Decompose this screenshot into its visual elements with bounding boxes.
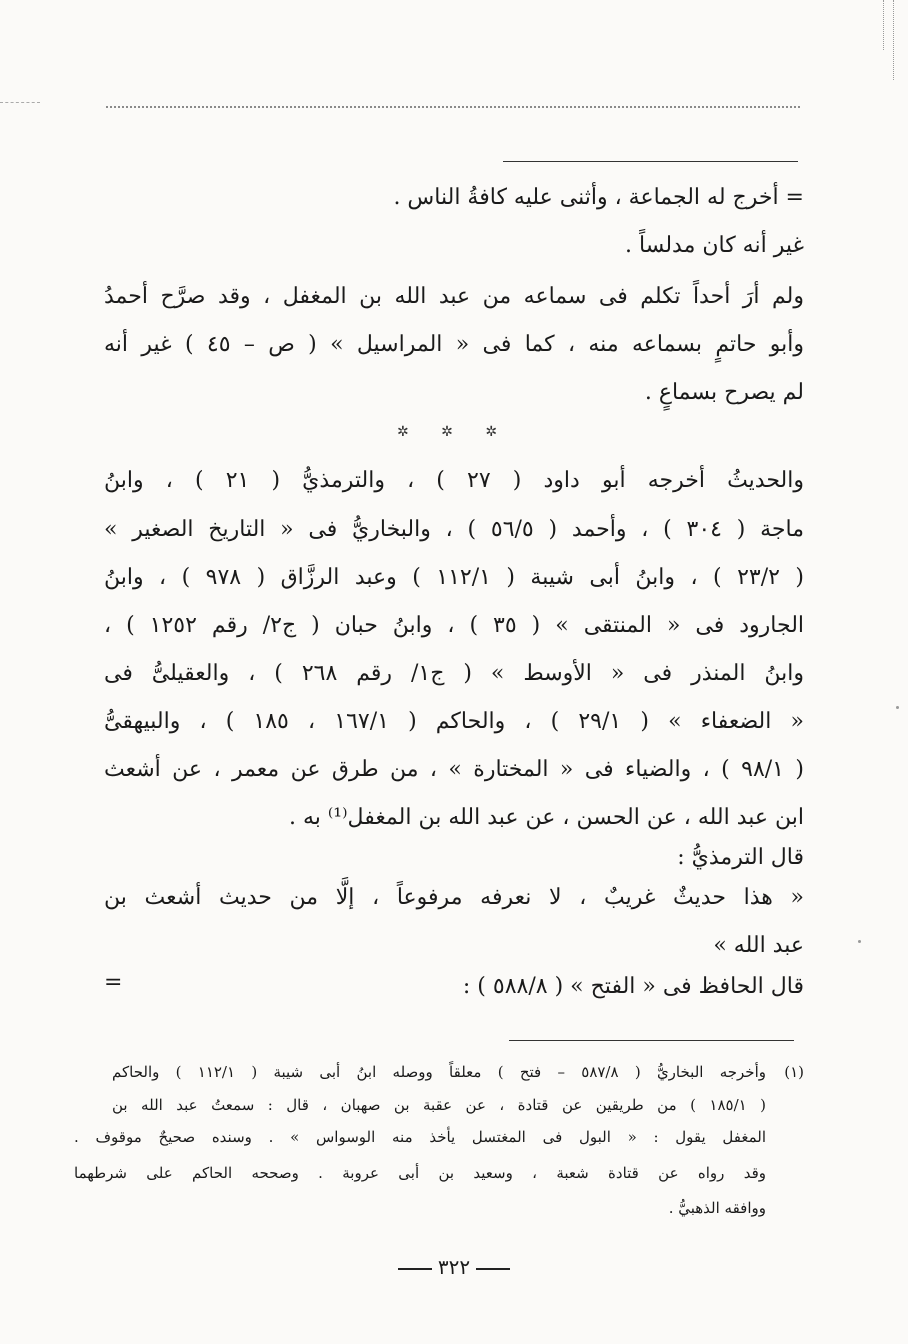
scan-speck (858, 940, 861, 943)
main-line-8: ابن عبد الله ، عن الحسن ، عن عبد الله بن المغفل⁽¹⁾ به . (288, 805, 804, 830)
footnote-line-4: وقد رواه عن قتادة شعبة ، وسعيد بن أبى عروبة . وصححه الحاكم على شرطهما (74, 1164, 766, 1182)
main-line-2: ماجة ( ٣٠٤ ) ، وأحمد ( ٥٦/٥ ) ، والبخاريُّ فى « التاريخ الصغير » (104, 517, 805, 542)
carry-line-1: = أخرج له الجماعة ، وأثنى عليه كافةُ الناس . (393, 185, 804, 210)
page-number-dash (476, 1268, 510, 1270)
main-line-9: قال الترمذيُّ : (677, 845, 804, 870)
main-line-11: عبد الله » (713, 933, 804, 958)
section-separator: ✲ ✲ ✲ (396, 424, 512, 440)
footnote-line-3: المغفل يقول : « البول فى المغتسل يأخذ منه الوسواس » . وسنده صحيحٌ موقوف . (74, 1128, 766, 1146)
main-line-6: « الضعفاء » ( ٢٩/١ ) ، والحاكم ( ١٦٧/١ ، ١٨٥ ) ، والبيهقىُّ (104, 709, 804, 734)
page-number-value: ٣٢٢ (437, 1255, 471, 1279)
footnote-line-5: ووافقه الذهبيُّ . (668, 1199, 766, 1217)
scan-edge-mark (893, 0, 894, 80)
carry-line-2: غير أنه كان مدلساً . (625, 233, 804, 258)
main-line-5: وابنُ المنذر فى « الأوسط » ( ج١/ رقم ٢٦٨ ) ، والعقيلىُّ فى (104, 661, 805, 686)
page-number-dash (398, 1268, 432, 1270)
main-line-12: قال الحافظ فى « الفتح » ( ٥٨٨/٨ ) : (462, 974, 804, 999)
scan-edge-mark (883, 0, 884, 50)
carry-line-4: وأبو حاتمٍ بسماعه منه ، كما فى « المراسيل » ( ص – ٤٥ ) غير أنه (104, 332, 804, 357)
main-line-10: « هذا حديثٌ غريبٌ ، لا نعرفه مرفوعاً ، إلَّا من حديث أشعث بن (104, 885, 804, 910)
main-line-4: الجارود فى « المنتقى » ( ٣٥ ) ، وابنُ حبان ( ج٢/ رقم ١٢٥٢ ) ، (104, 613, 805, 638)
carry-line-5: لم يصرح بسماعٍ . (644, 380, 804, 405)
scan-edge-mark (0, 102, 40, 103)
header-dotted-rule (106, 106, 800, 108)
footnote-rule (509, 1040, 794, 1041)
continuation-mark: = (104, 970, 123, 995)
page-number (0, 1255, 908, 1279)
footnote-line-2: ( ١٨٥/١ ) من طريقين عن قتادة ، عن عقبة بن صهبان ، قال : سمعتُ عبد الله بن (112, 1096, 767, 1114)
scan-speck (896, 706, 899, 709)
footnote-marker: (١) (784, 1063, 804, 1081)
footnote-continuation-rule (503, 161, 798, 162)
footnote-line-1: وأخرجه البخاريُّ ( ٥٨٧/٨ – فتح ) معلقاً ووصله ابنُ أبى شيبة ( ١١٢/١ ) والحاكم (112, 1063, 766, 1081)
carry-line-3: ولم أرَ أحداً تكلم فى سماعه من عبد الله بن المغفل ، وقد صرَّح أحمدُ (104, 284, 804, 309)
main-line-1: والحديثُ أخرجه أبو داود ( ٢٧ ) ، والترمذيُّ ( ٢١ ) ، وابنُ (104, 468, 804, 493)
main-line-7: ( ٩٨/١ ) ، والضياء فى « المختارة » ، من طرق عن معمر ، عن أشعث (104, 757, 804, 782)
main-line-3: ( ٢٣/٢ ) ، وابنُ أبى شيبة ( ١١٢/١ ) وعبد الرزَّاق ( ٩٧٨ ) ، وابنُ (104, 565, 804, 590)
